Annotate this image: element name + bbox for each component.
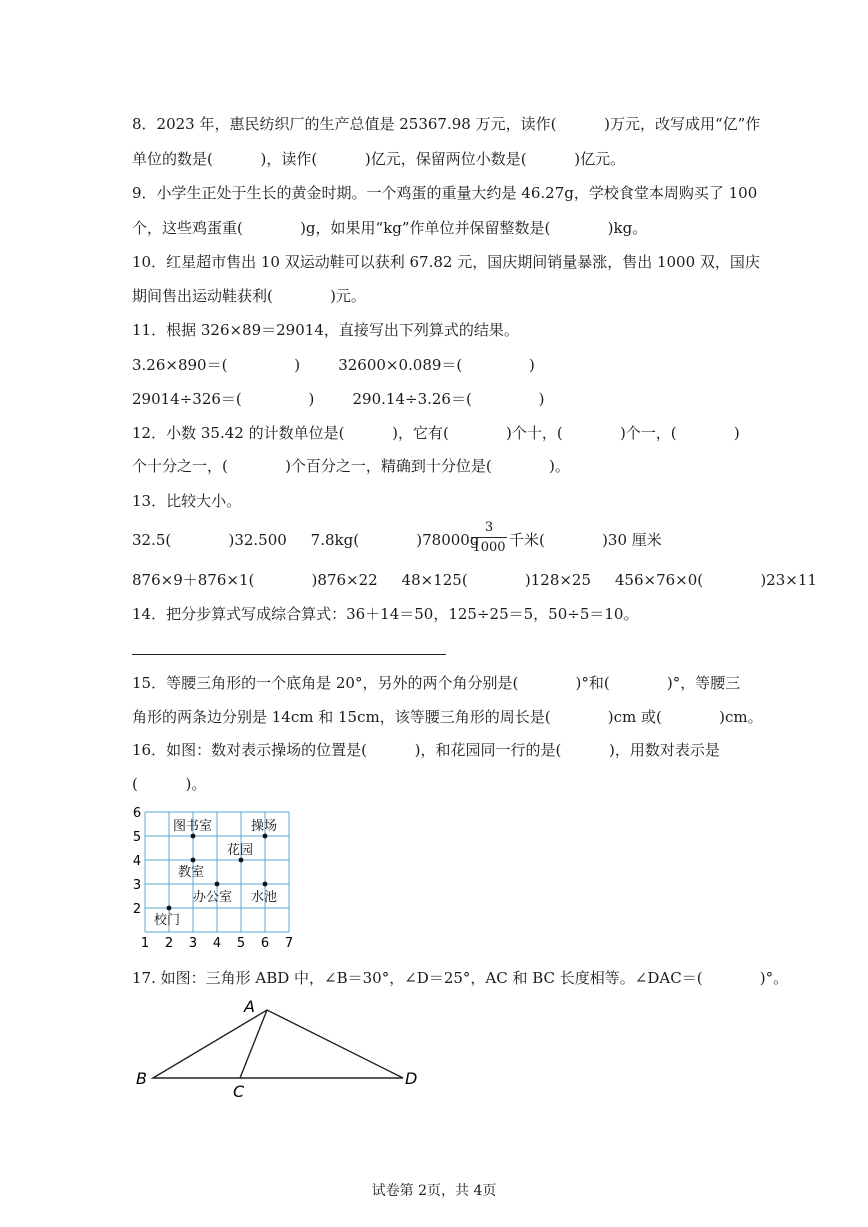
x-tick-label: 4 (212, 936, 222, 951)
triangle-figure (128, 996, 428, 1100)
x-tick-label: 6 (260, 936, 270, 951)
q17-line1: 17. 如图：三角形 ABD 中，∠B＝30°，∠D＝25°，AC 和 BC 长度相等。∠DAC＝( )°。 (132, 969, 789, 987)
y-tick-label: 2 (132, 902, 142, 917)
fraction-3-1000 (471, 519, 507, 556)
place-point (167, 906, 172, 911)
label-b: B (136, 1069, 147, 1088)
y-tick-label: 6 (132, 806, 142, 821)
place-point (191, 834, 196, 839)
place-label: 校门 (154, 913, 181, 928)
q13-line2b: 千米( )30 厘米 (509, 531, 662, 549)
page-footer: 试卷第 2页，共 4页 (371, 1183, 497, 1199)
answer-line (132, 654, 446, 655)
q8-line1: 8．2023 年，惠民纺织厂的生产总值是 25367.98 万元，读作( )万元，改写成用“亿”作 (132, 115, 761, 133)
place-label: 操场 (251, 819, 278, 834)
fraction-numerator: 3 (484, 520, 494, 535)
q11-line2: 3.26×890＝( ) 32600×0.089＝( ) (132, 356, 535, 374)
y-tick-label: 5 (132, 830, 142, 845)
q9-line1: 9．小学生正处于生长的黄金时期。一个鸡蛋的重量大约是 46.27g，学校食堂本周购买了 100 (132, 184, 758, 202)
segment-ac (240, 1010, 267, 1078)
y-tick-label: 3 (132, 878, 142, 893)
x-tick-label: 7 (284, 936, 294, 951)
q15-line1: 15．等腰三角形的一个底角是 20°，另外的两个角分别是( )°和( )°，等腰三 (132, 674, 741, 692)
q11-line1: 11．根据 326×89＝29014，直接写出下列算式的结果。 (132, 321, 519, 339)
place-label: 教室 (178, 865, 205, 880)
label-d: D (405, 1069, 418, 1088)
fraction-bar (471, 537, 507, 538)
place-point (263, 834, 268, 839)
place-label: 办公室 (193, 890, 233, 905)
x-tick-label: 5 (236, 936, 246, 951)
triangle-abd-outline (153, 1010, 403, 1078)
q14-line1: 14．把分步算式写成综合算式：36＋14＝50，125÷25＝5，50÷5＝10。 (132, 605, 639, 623)
q16-line1: 16．如图：数对表示操场的位置是( )，和花园同一行的是( )，用数对表示是 (132, 741, 720, 759)
q8-line2: 单位的数是( )，读作( )亿元，保留两位小数是( )亿元。 (132, 150, 626, 168)
place-point (239, 858, 244, 863)
fraction-denominator: 1000 (472, 540, 506, 555)
x-tick-label: 2 (164, 936, 174, 951)
q13-line2a: 32.5( )32.500 7.8kg( )78000g (132, 531, 480, 549)
x-tick-label: 1 (140, 936, 150, 951)
label-c: C (233, 1082, 245, 1100)
q12-line1: 12．小数 35.42 的计数单位是( )，它有( )个十，( )个一，( ) (132, 424, 740, 442)
place-point (215, 882, 220, 887)
q13-line3: 876×9＋876×1( )876×22 48×125( )128×25 456×76×0( )23×11 (132, 571, 817, 589)
place-label: 水池 (251, 890, 278, 905)
q9-line2: 个，这些鸡蛋重( )g，如果用“kg”作单位并保留整数是( )kg。 (132, 219, 648, 237)
label-a: A (244, 997, 255, 1016)
place-point (263, 882, 268, 887)
place-label: 图书室 (173, 819, 213, 834)
x-tick-label: 3 (188, 936, 198, 951)
coordinate-grid-figure (125, 803, 305, 955)
q15-line2: 角形的两条边分别是 14cm 和 15cm，该等腰三角形的周长是( )cm 或( )cm。 (132, 708, 763, 726)
q10-line1: 10．红星超市售出 10 双运动鞋可以获利 67.82 元，国庆期间销量暴涨，售出 1000 双，国庆 (132, 253, 760, 271)
q13-line1: 13．比较大小。 (132, 492, 242, 510)
q12-line2: 个十分之一，( )个百分之一，精确到十分位是( )。 (132, 457, 570, 475)
place-point (191, 858, 196, 863)
q16-line2: ( )。 (132, 775, 207, 793)
place-label: 花园 (227, 843, 254, 858)
q10-line2: 期间售出运动鞋获利( )元。 (132, 287, 366, 305)
y-tick-label: 4 (132, 854, 142, 869)
q11-line3: 29014÷326＝( ) 290.14÷3.26＝( ) (132, 390, 545, 408)
